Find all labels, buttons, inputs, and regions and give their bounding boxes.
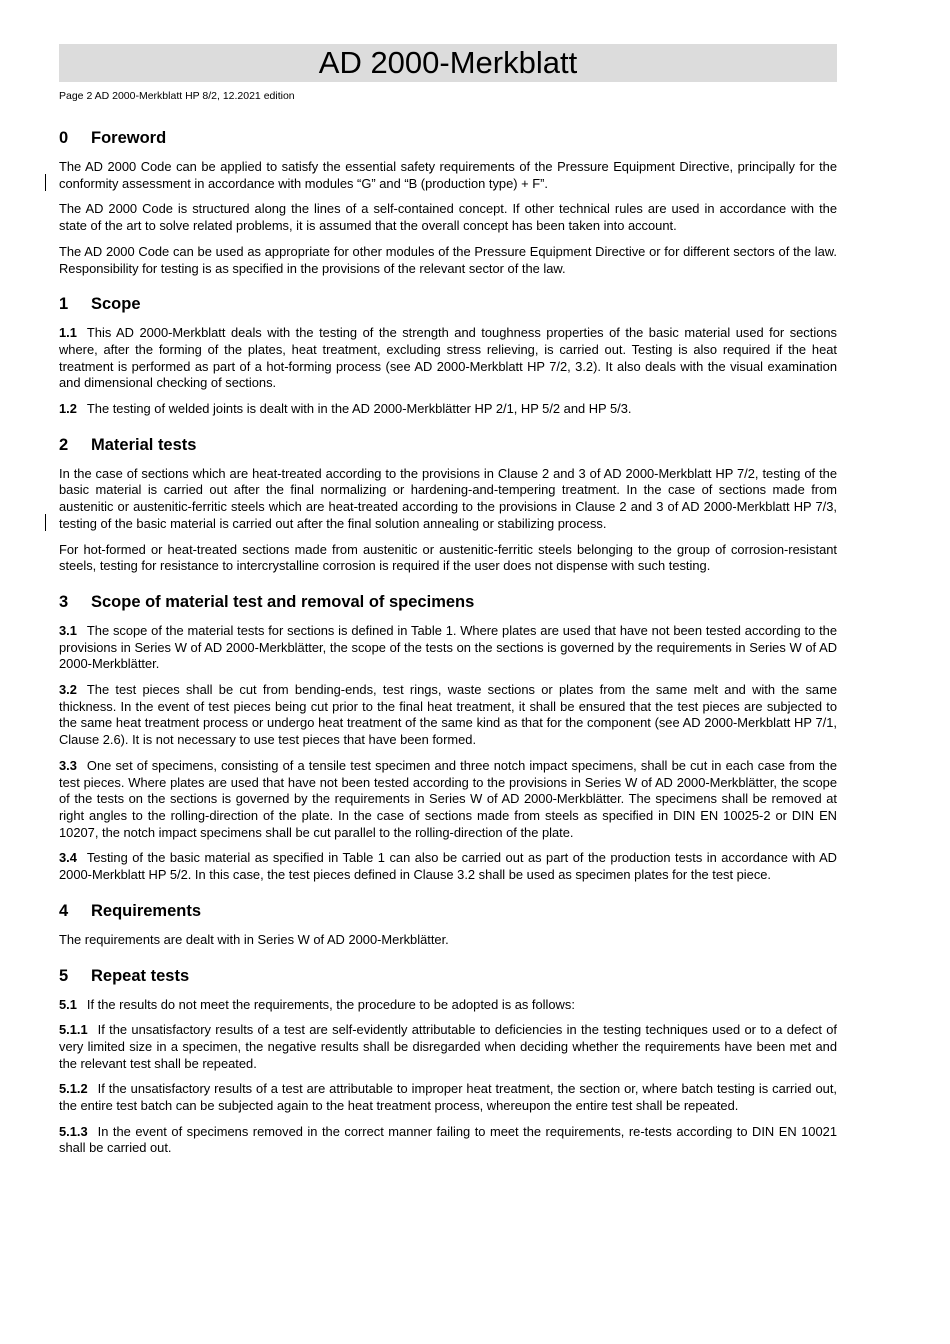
paragraph-text: The requirements are dealt with in Series W of AD 2000-Merkblätter. <box>59 931 449 947</box>
paragraph-text: The AD 2000 Code can be used as appropriate for other modules of the Pressure Equipment Directive or for different sectors of the law. Responsibility for testing is as specified in the provisions of the relevant sector of the law. <box>59 243 837 276</box>
paragraph <box>59 1022 837 1072</box>
paragraph <box>59 623 837 673</box>
section-title: Scope of material test and removal of specimens <box>91 592 475 611</box>
clause-number: 3.3 <box>59 757 77 773</box>
section-title: Material tests <box>91 435 197 454</box>
section-scope-of-material-test <box>59 592 837 884</box>
section-foreword <box>59 128 837 277</box>
paragraph-text: In the case of sections which are heat-treated according to the provisions in Clause 2 and 3 of AD 2000-Merkblatt HP 7/2, testing of the basic material is carried out after the final normalizing or hardening-and-tempering treatment. In the case of sections made from austenitic or austenitic-ferritic steels which are heat-treated according to the provisions in Clause 2 and 3 of AD 2000-Merkblatt HP 7/3, testing of the basic material is carried out after the final solution annealing or stabilizing process. <box>59 465 837 531</box>
paragraph-text: The testing of welded joints is dealt with in the AD 2000-Merkblätter HP 2/1, HP 5/2 and HP 5/3. <box>86 401 632 417</box>
clause-number: 5.1 <box>59 996 77 1012</box>
section-heading <box>59 966 837 986</box>
paragraph-text: The scope of the material tests for sections is defined in Table 1. Where plates are used that have not been tested according to the provisions in Series W of AD 2000-Merkblätter, the scope of the tests on the sections is governed by the requirements in Series W of AD 2000-Merkblätter. <box>59 622 837 672</box>
change-bar <box>45 174 46 191</box>
paragraph <box>59 159 837 192</box>
paragraph <box>59 850 837 883</box>
section-heading <box>59 128 837 148</box>
paragraph-text: If the results do not meet the requirements, the procedure to be adopted is as follows: <box>86 996 575 1012</box>
section-heading <box>59 592 837 612</box>
paragraph <box>59 542 837 575</box>
paragraph <box>59 201 837 234</box>
section-number: 5 <box>59 966 69 985</box>
paragraph-text: If the unsatisfactory results of a test are self-evidently attributable to deficiencies in the testing techniques used or to a defect of very limited size in a specimen, the negative results shall be disregarded when deciding whether the requirements have been met and the relevant test shall be repeated. <box>59 1022 837 1071</box>
section-scope <box>59 294 837 418</box>
paragraph <box>59 325 837 392</box>
paragraph <box>59 682 837 749</box>
paragraph <box>59 1081 837 1114</box>
clause-number: 1.2 <box>59 401 77 417</box>
paragraph-text: One set of specimens, consisting of a tensile test specimen and three notch impact specimens, shall be cut in each case from the test pieces. Where plates are used that have not been tested according to the provisions in Series W of AD 2000-Merkblätter, the scope of the tests on the sections is governed by the requirements in Series W of AD 2000-Merkblätter. The specimens shall be removed at right angles to the rolling-direction of the plate. In the case of sections made from steels as specified in DIN EN 10025-2 or DIN EN 10207, the notch impact specimens shall be cut parallel to the rolling-direction of the plate. <box>59 757 837 840</box>
paragraph <box>59 997 837 1014</box>
clause-number: 3.4 <box>59 850 77 866</box>
section-heading <box>59 435 837 455</box>
section-number: 2 <box>59 435 69 454</box>
clause-number: 5.1.1 <box>59 1022 88 1038</box>
paragraph <box>59 932 837 949</box>
clause-number: 3.2 <box>59 682 77 698</box>
section-repeat-tests <box>59 966 837 1158</box>
paragraph <box>59 244 837 277</box>
section-title: Foreword <box>91 129 167 147</box>
paragraph-text: This AD 2000-Merkblatt deals with the testing of the strength and toughness properties of the basic material used for sections where, after the forming of the plates, heat treatment, excluding stress relieving, is carried out. Testing is also required if the heat treatment is performed as part of a hot-forming process (see AD 2000-Merkblatt HP 7/2, 3.2). It also deals with the visual examination and dimensional checking of sections. <box>59 325 837 391</box>
paragraph-text: For hot-formed or heat-treated sections made from austenitic or austenitic-ferritic steels belonging to the group of corrosion-resistant steels, testing for resistance to intercrystalline corrosion is required if the user does not dispense with such testing. <box>59 541 837 574</box>
section-requirements <box>59 901 837 949</box>
section-number: 3 <box>59 592 69 611</box>
change-bar <box>45 514 46 531</box>
paragraph-text: The test pieces shall be cut from bending-ends, test rings, waste sections or plates from the same melt and with the same thickness. In the event of test pieces being cut prior to the final heat treatment, it shall be ensured that the test pieces are subjected to the same heat treatment process or undergo heat treatment of the same kind as that for the component (see AD 2000-Merkblatt HP 7/1, Clause 2.6). It is not necessary to use test pieces that have been formed. <box>59 682 837 748</box>
running-head: Page 2 AD 2000-Merkblatt HP 8/2, 12.2021 edition <box>59 90 295 102</box>
section-number: 4 <box>59 901 69 920</box>
section-number: 1 <box>59 295 69 314</box>
section-heading <box>59 901 837 921</box>
section-title: Scope <box>91 295 141 314</box>
section-title: Requirements <box>91 901 202 920</box>
paragraph-text: If the unsatisfactory results of a test are attributable to improper heat treatment, the section or, where batch testing is carried out, the entire test batch can be subjected again to the heat treatment process, whereupon the entire test shall be repeated. <box>59 1081 837 1114</box>
paragraph <box>59 1124 837 1157</box>
paragraph-text: In the event of specimens removed in the correct manner failing to meet the requirements, re-tests according to DIN EN 10021 shall be carried out. <box>59 1123 837 1156</box>
paragraph-text: Testing of the basic material as specified in Table 1 can also be carried out as part of the production tests in accordance with AD 2000-Merkblatt HP 5/2. In this case, the test pieces defined in Clause 3.2 shall be used as specimen plates for the test piece. <box>59 850 837 883</box>
paragraph <box>59 758 837 842</box>
document-title: AD 2000-Merkblatt <box>59 44 837 82</box>
clause-number: 3.1 <box>59 622 77 638</box>
paragraph-text: The AD 2000 Code can be applied to satisfy the essential safety requirements of the Pressure Equipment Directive, principally for the conformity assessment in accordance with modules “G” and “B (production type) + F”. <box>59 159 837 191</box>
section-title: Repeat tests <box>91 966 190 985</box>
document-page <box>59 44 837 1174</box>
paragraph <box>59 466 837 533</box>
paragraph-text: The AD 2000 Code is structured along the lines of a self-contained concept. If other technical rules are used in accordance with the state of the art to solve related problems, it is assumed that the overall concept has been taken into account. <box>59 201 837 234</box>
section-number: 0 <box>59 129 69 147</box>
clause-number: 1.1 <box>59 325 77 341</box>
document-body <box>59 128 837 1157</box>
section-heading <box>59 294 837 314</box>
paragraph <box>59 401 837 418</box>
section-material-tests <box>59 435 837 575</box>
clause-number: 5.1.3 <box>59 1123 88 1139</box>
clause-number: 5.1.2 <box>59 1081 88 1097</box>
